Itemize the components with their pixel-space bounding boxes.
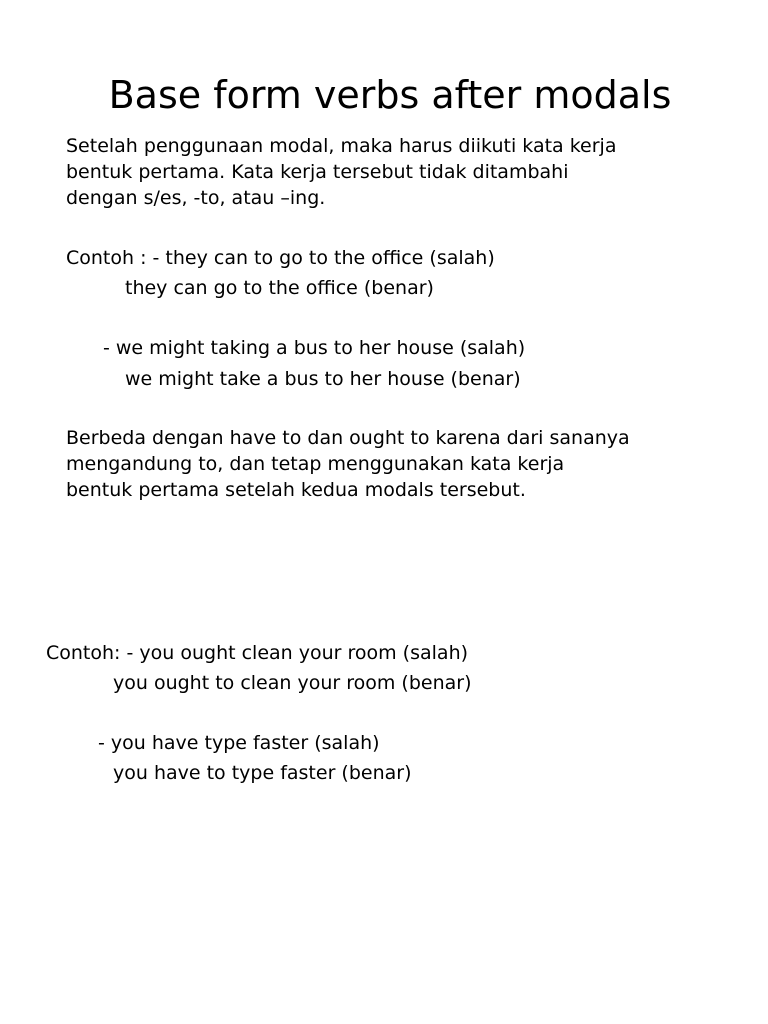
example-2-right: we might take a bus to her house (benar) xyxy=(125,368,521,390)
contrast-line: mengandung to, dan tetap menggunakan kata kerja xyxy=(66,453,565,475)
slide-title: Base form verbs after modals xyxy=(108,73,672,117)
example-3-wrong: Contoh: - you ought clean your room (salah) xyxy=(46,642,469,664)
example-1-wrong: Contoh : - they can to go to the office (salah) xyxy=(66,247,495,269)
example-2-wrong: - we might taking a bus to her house (salah) xyxy=(103,337,526,359)
contrast-line: Berbeda dengan have to dan ought to karena dari sananya xyxy=(66,427,630,449)
example-3-right: you ought to clean your room (benar) xyxy=(113,672,472,694)
intro-line: Setelah penggunaan modal, maka harus diikuti kata kerja xyxy=(66,135,617,157)
intro-paragraph xyxy=(66,133,746,211)
example-4-wrong: - you have type faster (salah) xyxy=(98,732,380,754)
intro-line: bentuk pertama. Kata kerja tersebut tidak ditambahi xyxy=(66,161,569,183)
example-1-right: they can go to the office (benar) xyxy=(125,277,434,299)
contrast-line: bentuk pertama setelah kedua modals tersebut. xyxy=(66,479,526,501)
contrast-paragraph xyxy=(66,425,746,503)
example-4-right: you have to type faster (benar) xyxy=(113,762,412,784)
intro-line: dengan s/es, -to, atau –ing. xyxy=(66,187,326,209)
